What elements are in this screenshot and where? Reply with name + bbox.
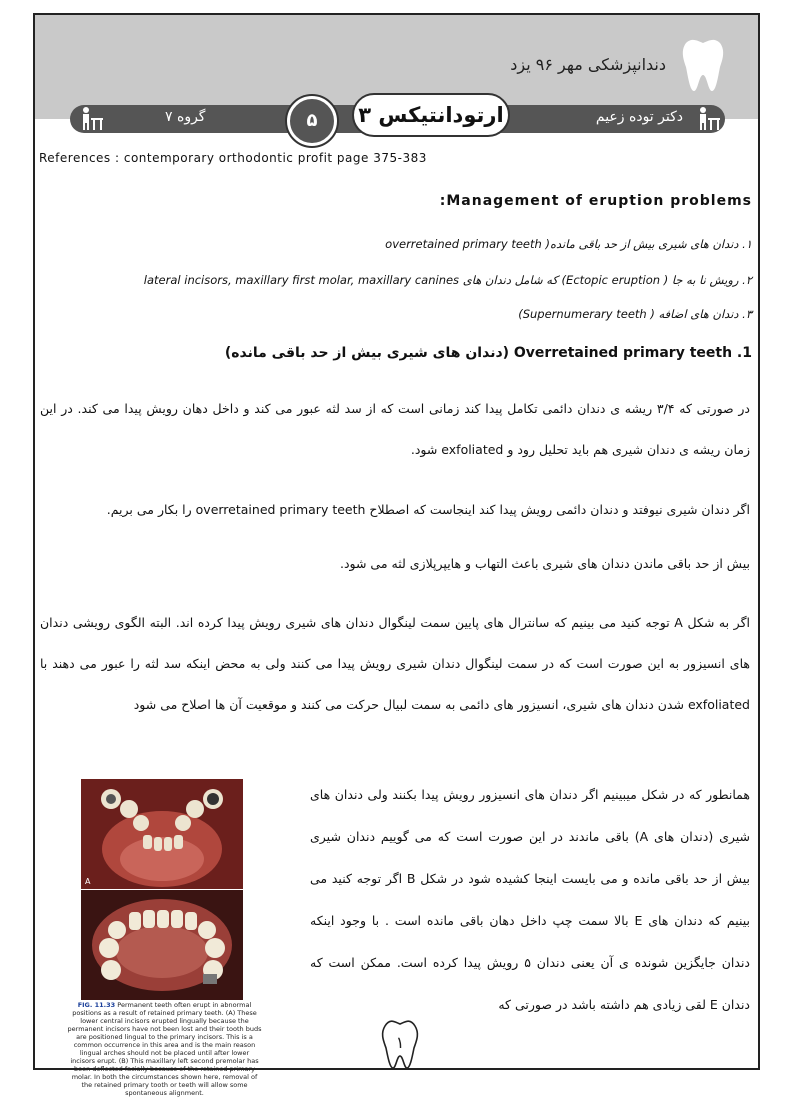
management-title: :Management of eruption problems bbox=[439, 193, 752, 209]
list-item: ۲. رویش نا به جا ( Ectopic eruption) که شامل دندان های lateral incisors, maxillary first molar, maxillary canines bbox=[143, 273, 752, 287]
section-heading: 1. Overretained primary teeth (دندان های شیری بیش از حد باقی مانده) bbox=[224, 345, 752, 361]
list-item: ۱. دندان های شیری بیش از حد باقی مانده( overretained primary teeth bbox=[385, 237, 752, 251]
paragraph: همانطور که در شکل میبینیم اگر دندان های انسیزور رویش پیدا بکنند ولی دندان های شیری (دندان های A) باقی ماندند در این صورت است که می گوییم دندان شیری بیش از حد باقی مانده و می بایست اینجا کشیده شود در شکل B اگر توجه کنید می بینیم که دندان های E بالا سمت چپ داخل دهان باقی مانده است . با وجود اینکه دندان جایگزین شونده ی آن یعنی دندان ۵ رویش پیدا کرده است. ممکن است که دندان E لقی زیادی هم داشته باشد در صورتی که bbox=[310, 787, 751, 1012]
figure-label: A bbox=[85, 877, 91, 886]
paragraph: اگر به شکل A توجه کنید می بینیم که سانترال های پایین سمت لینگوال دندان های شیری رویش پیدا کرده اند. البته الگوی رویشی دندان های انسیزور به این صورت است که در سمت لینگوال دندان شیری رویش پیدا می کنند ولی به محض اینکه سد لثه را عبور می دهند با exfoliated شدن دندان های شیری، انسیزور های دائمی به سمت لبیال حرکت می کنند و موقعیت آن ها اصلاح می شود bbox=[40, 615, 751, 712]
course-title: ارتودانتیکس ۳ bbox=[352, 93, 510, 137]
list-item: ۳. دندان های اضافه ( Supernumerary teeth) bbox=[518, 307, 752, 321]
paragraph: بیش از حد باقی ماندن دندان های شیری باعث التهاب و هایپرپلازی لثه می شود. bbox=[339, 556, 750, 571]
tooth-icon bbox=[678, 37, 728, 95]
figure-caption-number: FIG. 11.33 bbox=[77, 1001, 116, 1009]
page-frame bbox=[33, 13, 760, 1097]
teacher-name: دکتر توده زعیم bbox=[595, 109, 683, 125]
dental-photo-a bbox=[81, 779, 243, 889]
person-at-desk-icon bbox=[696, 106, 722, 132]
dental-photo-b bbox=[81, 890, 243, 1000]
session-number: ۵ bbox=[287, 96, 337, 146]
page-number: ۱ bbox=[395, 1033, 405, 1052]
paragraph: اگر دندان شیری نیوفتد و دندان دائمی رویش پیدا کند اینجاست که اصطلاح overretained primary teeth را بکار می بریم. bbox=[106, 502, 750, 517]
figure-caption bbox=[67, 1001, 262, 1097]
tooth-page-number bbox=[380, 1018, 420, 1070]
paragraph: در صورتی که ۳/۴ ریشه ی دندان دائمی تکامل پیدا کند زمانی است که از سد لثه عبور می کند و داخل دهان رویش پیدا می کند. در این زمان ریشه ی دندان شیری هم باید تحلیل رود و exfoliated شود. bbox=[40, 401, 750, 457]
references: References : contemporary orthodontic profit page 375-383 bbox=[39, 151, 427, 165]
person-at-desk-icon bbox=[79, 106, 105, 132]
university-name: دندانپزشکی مهر ۹۶ یزد bbox=[510, 55, 666, 74]
figure-caption-text: Permanent teeth often erupt in abnormal positions as a result of retained primary teeth. (A) These lower central incisors erupted lingually because the permanent incisors have not been lost and their tooth buds are positioned lingual to the primary incisors. This is a common occurrence in this area and is the main reason lingual arches should not be placed until after lower incisors erupt. (B) This maxillary left second premolar has been deflected facially because of the retained primary molar. In both the circumstances shown here, removal of the retained primary tooth or teeth will allow some spontaneous alignment. bbox=[67, 1001, 262, 1097]
group-label: گروه ۷ bbox=[165, 109, 206, 125]
